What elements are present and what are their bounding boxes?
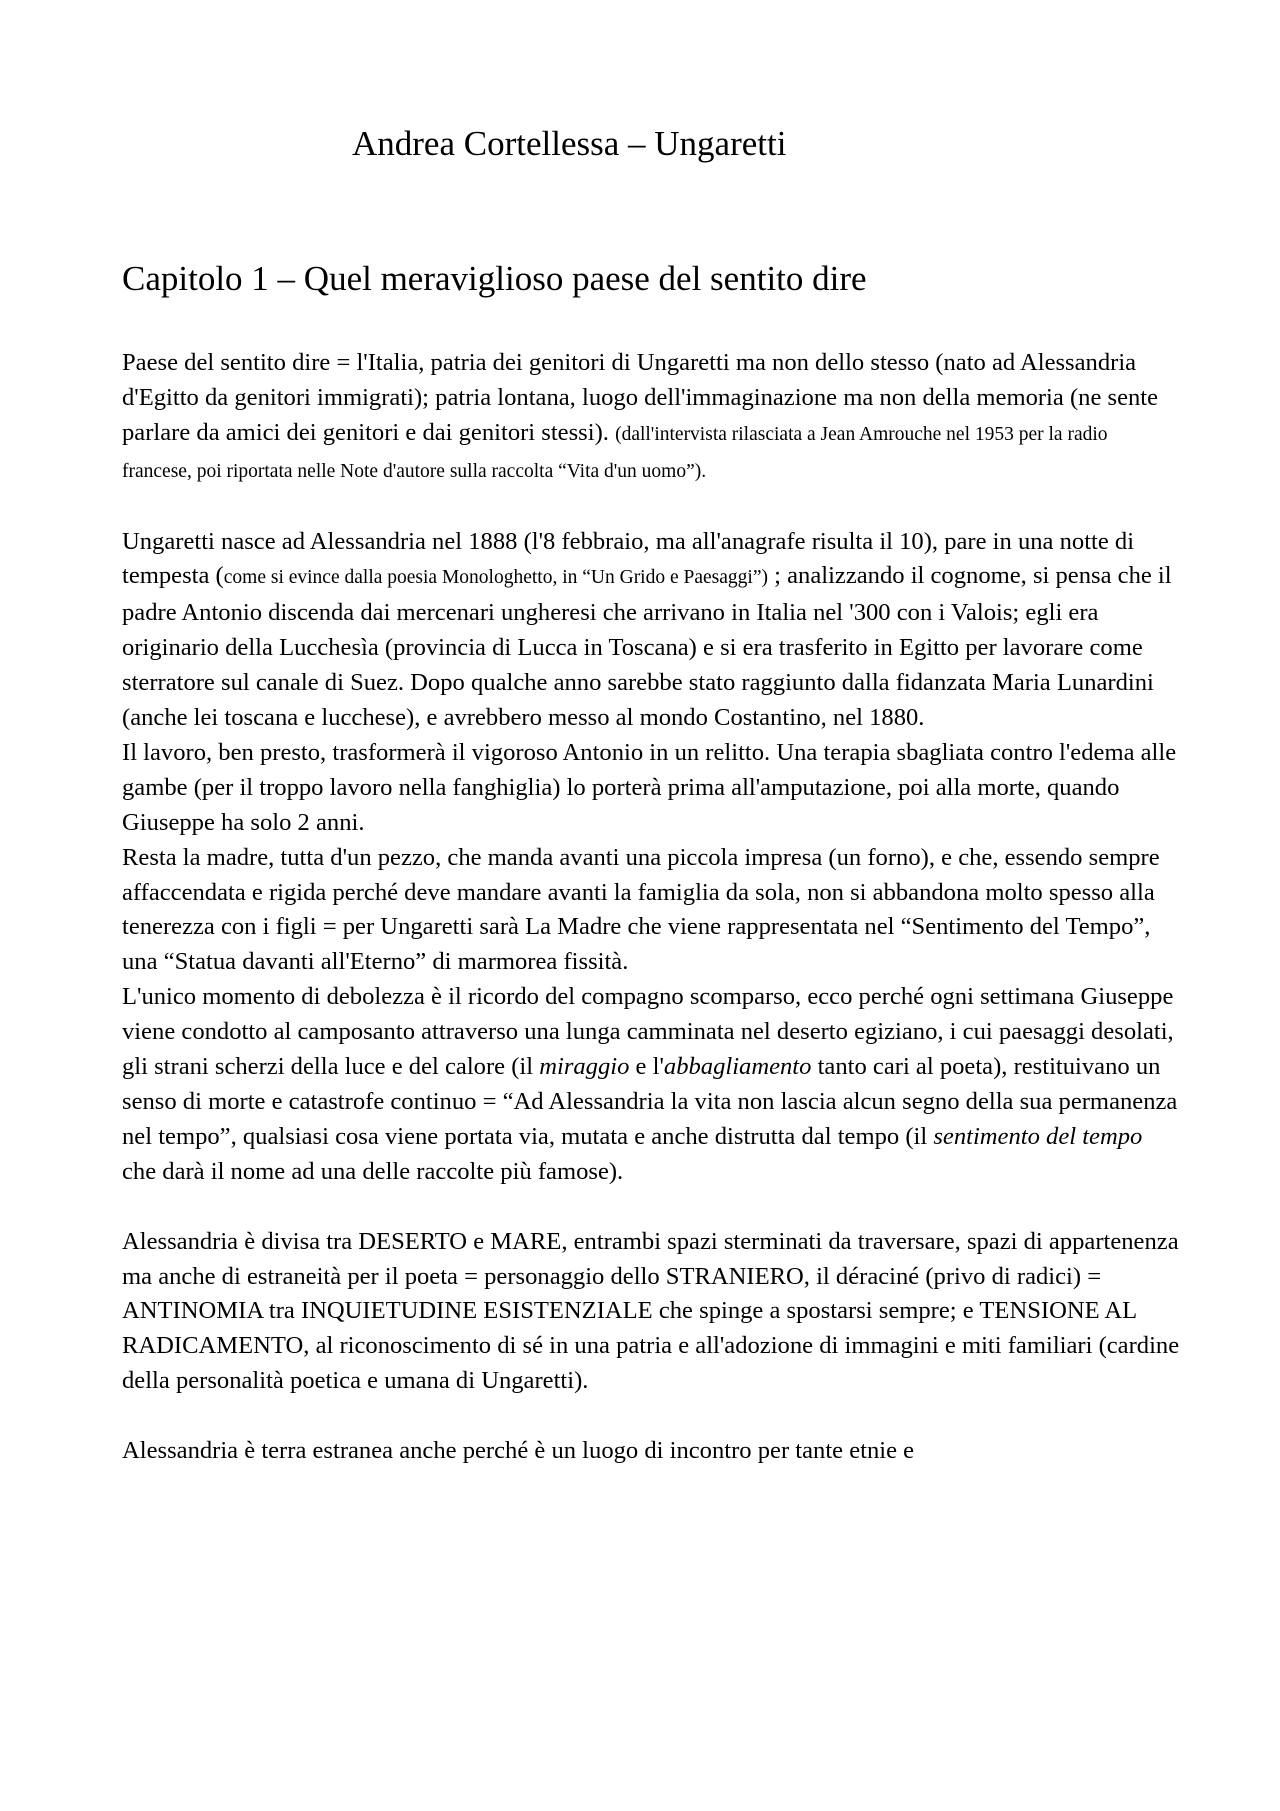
paragraph-3: Il lavoro, ben presto, trasformerà il vigoroso Antonio in un relitto. Una terapia sbagliata contro l'edema alle gambe (per il troppo lavoro nella fanghiglia) lo porterà prima all'amputazione, poi alla morte, quando Giuseppe ha solo 2 anni. <box>122 738 1177 836</box>
paragraph-5-emphasis-sentimento: sentimento del tempo <box>933 1122 1143 1150</box>
document-body <box>122 346 1182 1469</box>
paragraph-5 <box>122 980 1182 1189</box>
paragraph-2-text-a: Ungaretti nasce ad Alessandria nel 1888 (l'8 febbraio, ma all'anagrafe risulta il 10), pare in una notte di tempesta ( <box>122 527 1135 590</box>
paragraph-6: Alessandria è divisa tra DESERTO e MARE, entrambi spazi sterminati da traversare, spazi di appartenenza ma anche di estraneità per il poeta = personaggio dello STRANIERO, il déraciné (privo di radici) = ANTINOMIA tra INQUIETUDINE ESISTENZIALE che spinge a spostarsi sempre; e TENSIONE AL RADICAMENTO, al riconoscimento di sé in una patria e all'adozione di immagini e miti familiari (cardine della personalità poetica e umana di Ungaretti). <box>122 1227 1180 1395</box>
chapter-title: Capitolo 1 – Quel meraviglioso paese del sentito dire <box>122 259 867 298</box>
paragraph-gap <box>122 1190 1182 1225</box>
paragraph-5-text-a: L'unico momento di debolezza è il ricordo del compagno scomparso, ecco perché ogni settimana Giuseppe viene condotto al camposanto attraverso una lunga camminata nel deserto egiziano, i cui paesaggi desolati, gli strani scherzi della luce e del calore (il <box>122 983 1174 1081</box>
paragraph-4: Resta la madre, tutta d'un pezzo, che manda avanti una piccola impresa (un forno), e che, essendo sempre affaccendata e rigida perché deve mandare avanti la famiglia da sola, non si abbandona molto spesso alla tenerezza con i figli = per Ungaretti sarà La Madre che viene rappresentata nel “Sentimento del Tempo”, una “Statua davanti all'Eterno” di marmorea fissità. <box>122 843 1160 976</box>
paragraph-1-text: Paese del sentito dire = l'Italia, patria dei genitori di Ungaretti ma non dello stesso (nato ad Alessandria d'Egitto da genitori immigrati); patria lontana, luogo dell'immaginazione ma non della memoria (ne sente parlare da amici dei genitori e dai genitori stessi). <box>122 349 1159 446</box>
paragraph-2-note: come si evince dalla poesia Monologhetto, in “Un Grido e Paesaggi”) <box>223 567 768 589</box>
paragraph-2-text-b: ; analizzando il cognome, si pensa che il padre Antonio discenda dai mercenari ungheresi che arrivano in Italia nel '300 con i Valois; egli era originario della Lucchesìa (provincia di Lucca in Toscana) e si era trasferito in Egitto per lavorare come sterratore sul canale di Suez. Dopo qualche anno sarebbe stato raggiunto dalla fidanzata Maria Lunardini (anche lei toscana e lucchese), e avrebbero messo al mondo Costantino, nel 1880. <box>122 562 1172 732</box>
paragraph-5-emphasis-miraggio: miraggio <box>539 1053 630 1081</box>
paragraph-gap <box>122 1399 1182 1434</box>
paragraph-5-emphasis-abbagliamento: abbagliamento <box>663 1053 812 1081</box>
paragraph-7: Alessandria è terra estranea anche perché è un luogo di incontro per tante etnie e <box>122 1437 915 1465</box>
paragraph-1 <box>122 346 1182 490</box>
paragraph-5-text-c: tanto cari al poeta), restituivano un senso di morte e catastrofe continuo = “Ad Alessandria la vita non lascia alcun segno della sua permanenza nel tempo”, qualsiasi cosa viene portata via, mutata e anche distrutta dal tempo (il <box>122 1053 1178 1150</box>
paragraph-5-text-d: che darà il nome ad una delle raccolte più famose). <box>122 1157 624 1185</box>
paragraph-2 <box>122 525 1182 736</box>
paragraph-gap <box>122 490 1182 525</box>
paragraph-5-text-b: e l' <box>629 1053 664 1081</box>
document-title: Andrea Cortellessa – Ungaretti <box>352 124 787 163</box>
paragraph-1-note: (dall'intervista rilasciata a Jean Amrouche nel 1953 per la radio francese, poi riportata nelle Note d'autore sulla raccolta “Vita d'un uomo”). <box>122 423 1108 482</box>
